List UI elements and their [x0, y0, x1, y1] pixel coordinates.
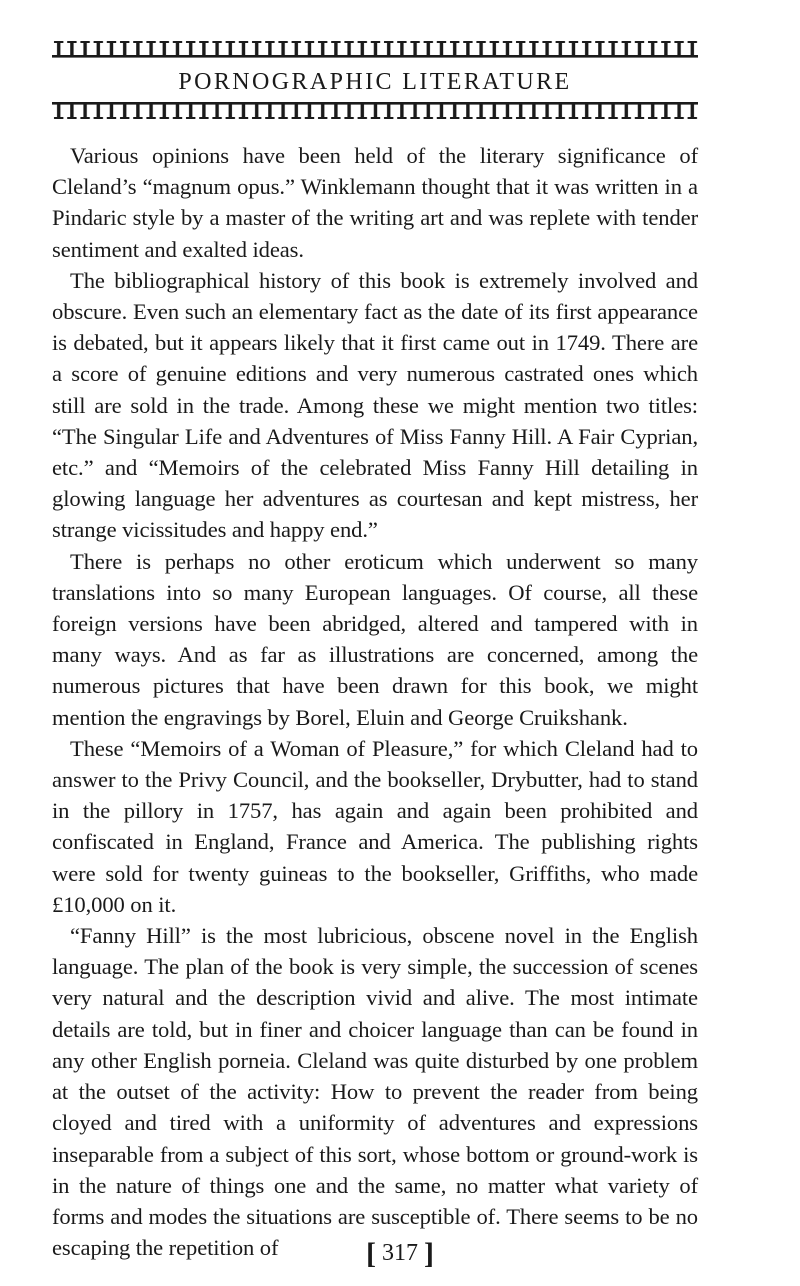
bracket-open: [ [366, 1237, 376, 1270]
paragraph: “Fanny Hill” is the most lubricious, obscene novel in the English language. The plan of the book is very simple, the succession of scenes very natural and the description vivid and alive. The most intimate details are told, but in finer and choicer language than can be found in any other English porneia. Cleland was quite disturbed by one problem at the outset of the activity: How to prevent the reader from being cloyed and tired with a uniformity of adventures and expressions inseparable from a subject of this sort, whose bottom or ground-work is in the nature of things one and the same, no matter what variety of forms and modes the situations are susceptible of. There seems to be no escaping the repetition of [52, 923, 698, 1261]
paragraph: Various opinions have been held of the literary significance of Cleland’s “magnum opus.” Winklemann thought that it was written in a Pindaric style by a master of the writing art and was replete with tender sentiment and exalted ideas. [52, 143, 698, 262]
page-title: PORNOGRAPHIC LITERATURE [178, 69, 572, 95]
body-text [52, 140, 698, 1263]
paragraph: There is perhaps no other eroticum which underwent so many translations into so many European languages. Of course, all these foreign versions have been abridged, altered and tampered with in many ways. And as far as illustrations are concerned, among the numerous pictures that have been drawn for this book, we might mention the engravings by Borel, Eluin and George Cruikshank. [52, 548, 698, 730]
bottom-ornament-rule [52, 100, 698, 122]
page-number: 317 [382, 1240, 418, 1266]
top-ornament-rule [52, 38, 698, 60]
paragraph: The bibliographical history of this book is extremely involved and obscure. Even such an elementary fact as the date of its first appearance is debated, but it appears likely that it first came out in 1749. There are a score of genuine editions and very numerous castrated ones which still are sold in the trade. Among these we might mention two titles: “The Singular Life and Adventures of Miss Fanny Hill. A Fair Cyprian, etc.” and “Memoirs of the celebrated Miss Fanny Hill detailing in glowing language her adventures as courtesan and kept mistress, her strange vicissitudes and happy end.” [52, 267, 698, 543]
bracket-close: ] [424, 1237, 434, 1270]
paragraph: These “Memoirs of a Woman of Pleasure,” for which Cleland had to answer to the Privy Council, and the bookseller, Drybutter, had to stand in the pillory in 1757, has again and again been prohibited and confiscated in England, France and America. The publishing rights were sold for twenty guineas to the bookseller, Griffiths, who made £10,000 on it. [52, 735, 698, 917]
page-number-footer [0, 1237, 800, 1271]
page [52, 38, 698, 1263]
